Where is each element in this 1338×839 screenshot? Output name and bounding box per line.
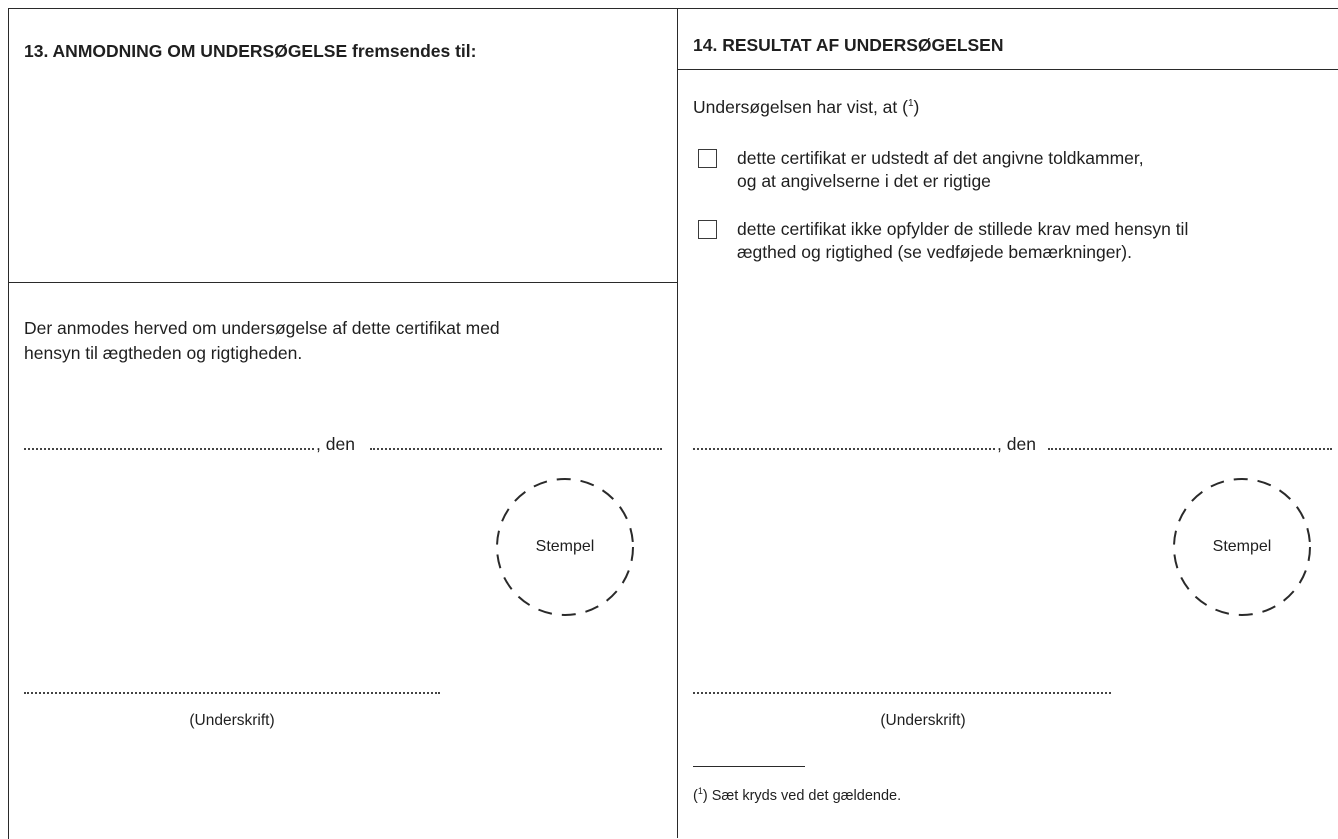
footnote-text: ) Sæt kryds ved det gældende.	[702, 787, 902, 804]
footnote-open: (	[693, 787, 698, 804]
signature-label-left: (Underskrift)	[189, 712, 275, 729]
signature-field-left[interactable]	[24, 692, 440, 694]
date-field-left[interactable]	[370, 448, 662, 450]
checkbox-option-authentic[interactable]	[698, 149, 717, 168]
box14-divider	[677, 69, 1338, 70]
den-label-right: , den	[997, 434, 1036, 454]
box14-header: 14. RESULTAT AF UNDERSØGELSEN	[693, 35, 1004, 55]
result-intro-close: )	[913, 96, 920, 117]
option-not-authentic-line1: dette certifikat ikke opfylder de stillede krav med hensyn til	[737, 219, 1189, 239]
den-label-left: , den	[316, 434, 355, 454]
option-authentic-line1: dette certifikat er udstedt af det angivne toldkammer,	[737, 148, 1144, 168]
option-not-authentic-line2: ægthed og rigtighed (se vedføjede bemærkninger).	[737, 242, 1132, 262]
request-text-line1: Der anmodes herved om undersøgelse af dette certifikat med	[24, 318, 500, 338]
signature-label-right: (Underskrift)	[880, 712, 966, 729]
checkbox-option-not-authentic[interactable]	[698, 220, 717, 239]
column-divider	[677, 8, 678, 838]
option-authentic-line2: og at angivelserne i det er rigtige	[737, 171, 991, 191]
signature-field-right[interactable]	[693, 692, 1111, 694]
footnote-rule	[693, 766, 805, 767]
footnote-number: 1	[697, 786, 703, 796]
result-intro-footnote-ref: 1	[907, 98, 914, 109]
box13-divider	[8, 282, 678, 283]
place-field-left[interactable]	[24, 448, 314, 450]
result-intro-text: Undersøgelsen har vist, at (	[693, 96, 908, 117]
request-text-line2: hensyn til ægtheden og rigtigheden.	[24, 343, 303, 363]
place-field-right[interactable]	[693, 448, 995, 450]
result-intro	[693, 93, 919, 118]
stamp-label-right: Stempel	[1212, 538, 1272, 555]
footnote	[693, 780, 901, 807]
stamp-label-left: Stempel	[535, 538, 595, 555]
date-field-right[interactable]	[1048, 448, 1332, 450]
box13-header: 13. ANMODNING OM UNDERSØGELSE fremsendes til:	[24, 41, 477, 61]
